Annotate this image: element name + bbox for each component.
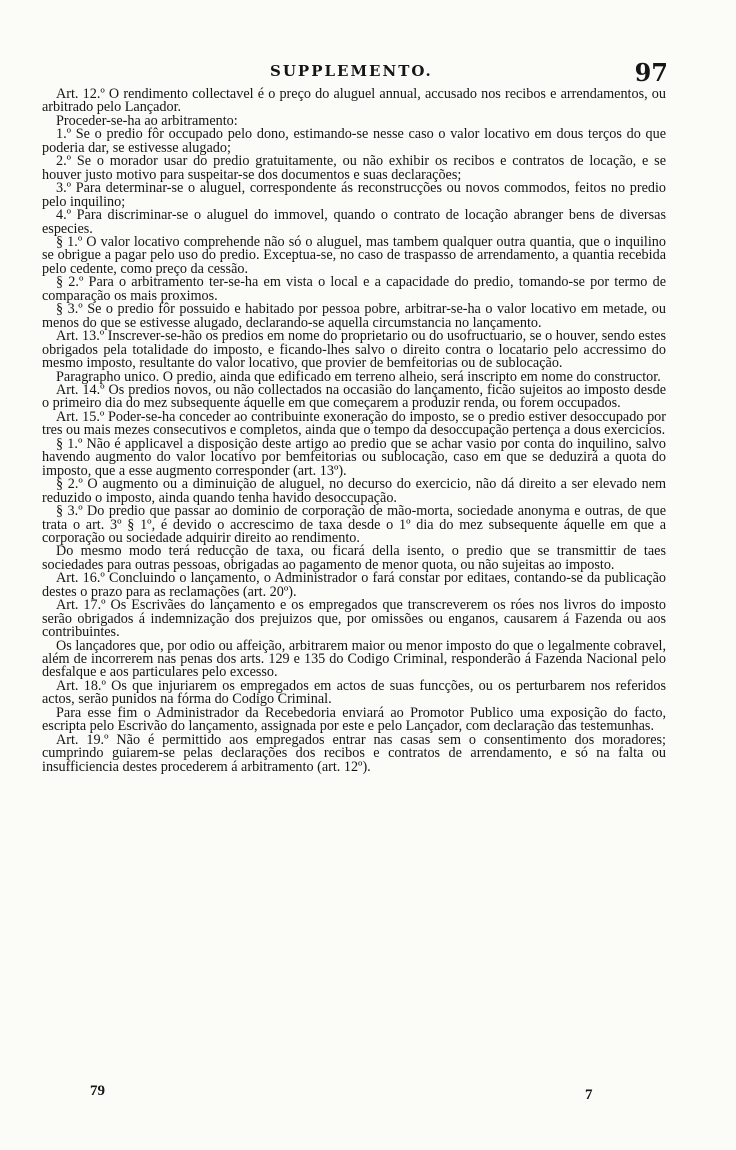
section-paragraph: § 2.º O augmento ou a diminuição de aluguel, no decurso do exercicio, não dá direito a ser elevado nem reduzido o imposto, ainda quando tenha havido desoccupação. <box>42 476 666 506</box>
paragraph: Os lançadores que, por odio ou affeição, arbitrarem maior ou menor imposto do que o legalmente cobravel, além de incorrerem nas penas dos arts. 129 e 135 do Codigo Criminal, responderão á Fazenda Nacional pelo desfalque e aos particulares pelo excesso. <box>42 637 666 681</box>
paragraph: Proceder-se-ha ao arbitramento: <box>56 112 238 129</box>
list-item: 2.º Se o morador usar do predio gratuitamente, ou não exhibir os recibos e contratos de locação, e se houver justo motivo para suspeitar-se dos documentos e suas declarações; <box>42 153 666 183</box>
section-paragraph: § 3.º Do predio que passar ao dominio de corporação de mão-morta, sociedade anonyma e outras, de que trata o art. 3º § 1º, é devido o accrescimo de taxa desde o 1º dia do mez subsequente áquelle em que a corporação ou sociedade adquirir direito ao rendimento. <box>42 503 666 546</box>
paragraph-art-15: Art. 15.º Poder-se-ha conceder ao contribuinte exoneração do imposto, se o predio estiver desoccupado por tres ou mais mezes consecutivos e completos, ainda que o tempo da desoccupação pertença a dous exercicios. <box>42 408 666 439</box>
section-paragraph: § 3.º Se o predio fôr possuido e habitado por pessoa pobre, arbitrar-se-ha o valor locativo em metade, ou menos do que se estivesse alugado, declarando-se aquella circumstancia no lançamento. <box>42 301 666 331</box>
paragraph-art-17: Art. 17.º Os Escrivães do lançamento e os empregados que transcreverem os róes nos livros do imposto serão obrigados á indemnização dos prejuizos que, por omissões ou enganos, causarem á Fazenda ou aos contribuintes. <box>42 597 666 641</box>
section-paragraph: § 2.º Para o arbitramento ter-se-ha em vista o local e a capacidade do predio, tomando-se por termo de comparação os mais proximos. <box>42 274 666 304</box>
body-text <box>42 88 666 774</box>
section-paragraph: § 1.º Não é applicavel a disposição deste artigo ao predio que se achar vasio por conta do inquilino, salvo havendo augmento do valor locativo por bemfeitorias ou sublocação, caso em que se deduzirá a quota do imposto, que a esse augmento corresponder (art. 13º). <box>42 435 666 479</box>
page-header <box>0 58 736 88</box>
paragraph-art-13: Art. 13.º Inscrever-se-hão os predios em nome do proprietario ou do usofructuario, se o houver, sendo estes obrigados pela totalidade do imposto, e ficando-lhes salvo o direito contra o locatario pelo accressimo do mesmo imposto, resultante do valor locativo, que provier de bemfeitorias ou de sublocação. <box>42 328 666 372</box>
paragraph: Do mesmo modo terá reducção de taxa, ou ficará della isento, o predio que se transmittir de taes sociedades para outras pessoas, obrigadas ao pagamento de menor quota, ou não sujeitas ao imposto. <box>42 543 666 573</box>
list-item: 3.º Para determinar-se o aluguel, correspondente ás reconstrucções ou novos commodos, feitos no predio pelo inquilino; <box>42 180 666 210</box>
paragraph: Para esse fim o Administrador da Recebedoria enviará ao Promotor Publico uma exposição do facto, escripta pelo Escrivão do lançamento, assignada por este e pelo Lançador, com declaração das testemunhas. <box>42 704 666 735</box>
signature-mark-right: 7 <box>585 1087 593 1103</box>
running-title: SUPPLEMENTO. <box>270 62 433 80</box>
list-item: 4.º Para discriminar-se o aluguel do immovel, quando o contrato de locação abranger bens de diversas especies. <box>42 207 666 237</box>
section-paragraph: § 1.º O valor locativo comprehende não só o aluguel, mas tambem qualquer outra quantia, que o inquilino se obrigue a pagar pelo uso do predio. Exceptua-se, no caso de traspasso de arrendamento, a quantia recebida pelo cedente, como preço da cessão. <box>42 233 666 277</box>
page-footer <box>0 1083 736 1113</box>
paragraph-art-16: Art. 16.º Concluindo o lançamento, o Administrador o fará constar por editaes, contando-se da publicação destes o prazo para as reclamações (art. 20º). <box>42 570 666 600</box>
signature-mark-left: 79 <box>90 1083 105 1099</box>
paragraph: Paragrapho unico. O predio, ainda que edificado em terreno alheio, será inscripto em nome do constructor. <box>56 368 661 385</box>
page-number: 97 <box>634 58 668 87</box>
paragraph-art-14: Art. 14.º Os predios novos, ou não collectados na occasião do lançamento, ficão sujeitos ao imposto desde o primeiro dia do mez subsequente áquelle em que começarem a produzir renda, ou forem occupados. <box>42 381 666 412</box>
paragraph-art-12: Art. 12.º O rendimento collectavel é o preço do aluguel annual, accusado nos recibos e arrendamentos, ou arbitrado pelo Lançador. <box>42 86 666 116</box>
paragraph-art-18: Art. 18.º Os que injuriarem os empregados em actos de suas funcções, ou os perturbarem nos referidos actos, serão punidos na fórma do Codigo Criminal. <box>42 677 666 708</box>
list-item: 1.º Se o predio fôr occupado pelo dono, estimando-se nesse caso o valor locativo em dous terços do que poderia dar, se estivesse alugado; <box>42 126 666 156</box>
paragraph-art-19: Art. 19.º Não é permittido aos empregados entrar nas casas sem o consentimento dos moradores; cumprindo guiarem-se pelas declarações dos recibos e contratos de arrendamento, e só na falta ou insufficiencia destes procederem á arbitramento (art. 12º). <box>42 731 666 775</box>
